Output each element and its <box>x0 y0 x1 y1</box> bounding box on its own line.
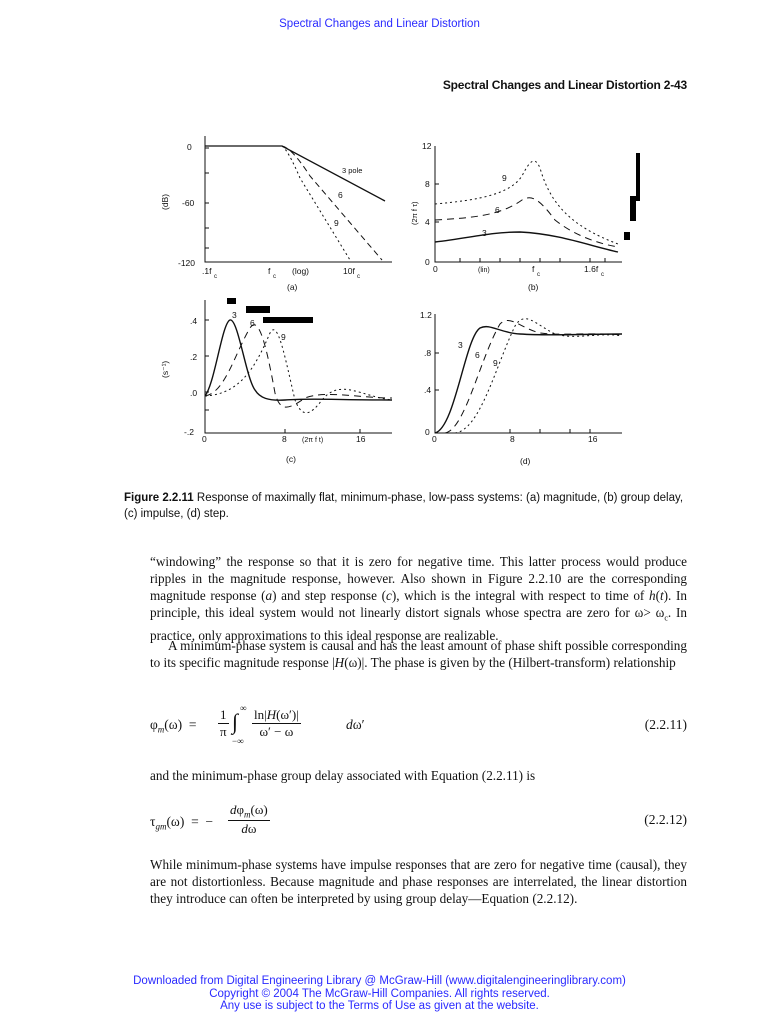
panel-d-xtick: 16 <box>588 434 598 444</box>
panel-b-xtick: (lin) <box>478 267 490 274</box>
panel-a-xtick-sub: c <box>214 274 217 280</box>
panel-d-ytick: .8 <box>424 348 432 358</box>
panel-b-curve-label: 3 <box>482 228 487 238</box>
panel-b-axes <box>435 146 622 262</box>
panel-b-curve-3 <box>435 232 618 252</box>
equation-number: (2.2.12) <box>644 812 687 827</box>
panel-a-label: (a) <box>287 282 298 292</box>
panel-b-xtick-sub: c <box>537 272 540 278</box>
panel-c-ylabel: (s⁻¹) <box>160 360 170 378</box>
panel-d-curve-label: 3 <box>458 340 463 350</box>
panel-b-ytick: 0 <box>425 257 430 267</box>
panel-d-curve-6 <box>445 320 622 433</box>
panel-b-label: (b) <box>528 282 539 292</box>
panel-a-xtick: f <box>268 266 271 276</box>
panel-c-ytick: .0 <box>190 388 198 398</box>
paragraph-2: A minimum-phase system is causal and has the least amount of phase shift possible corresponding to its specific magnitude response |H(ω)|. The phase is given by the (Hilbert-transform) relationship <box>150 638 687 670</box>
panel-b-ylabel: (2π f τ) <box>410 201 419 225</box>
panel-c-curve-6 <box>205 325 392 407</box>
panel-d-ytick: 1.2 <box>420 310 432 320</box>
caption-text: Response of maximally flat, minimum-phase, low-pass systems: (a) magnitude, (b) group delay, (c) impulse, (d) step. <box>124 492 684 520</box>
panel-c-ytick: .2 <box>190 352 198 362</box>
panel-a-curve-6 <box>282 146 382 260</box>
footer <box>0 975 759 1013</box>
scan-artifacts <box>227 153 640 323</box>
panel-b-curve-label: 6 <box>495 205 500 215</box>
panel-d-ytick: .4 <box>424 385 432 395</box>
panel-a-ytick: -120 <box>178 258 196 268</box>
panel-c-ytick: .4 <box>190 316 198 326</box>
panel-b-curve-label: 9 <box>502 173 507 183</box>
panel-b-xtick: 0 <box>433 264 438 274</box>
panel-d-axes <box>435 314 622 433</box>
panel-d-curve-label: 9 <box>493 358 498 368</box>
panel-c-ytick: -.2 <box>184 427 194 437</box>
equation-2-2-11: $\varphi_m(\omega)$ = $\frac{1}{\pi}$ ∫ ∞ −∞ $\frac{\ln|H(\omega')|}{\omega' - \omega}$ dω′ (2.2.11) <box>150 703 687 746</box>
panel-d-xtick: 8 <box>510 434 515 444</box>
panel-a-xtick: (log) <box>292 266 310 276</box>
caption-label: Figure 2.2.11 <box>124 492 194 504</box>
panel-b-ytick: 12 <box>422 141 432 151</box>
panel-c-label: (c) <box>286 454 296 464</box>
footer-link[interactable]: Downloaded from Digital Engineering Library @ McGraw-Hill (www.digitalengineeringlibrary.com) <box>133 975 626 987</box>
panel-c-curve-label: 9 <box>281 332 286 342</box>
panel-a-curve-label: 6 <box>338 190 343 200</box>
panel-a-ytick: -60 <box>182 198 195 208</box>
panel-c-xtick: 8 <box>282 434 287 444</box>
panel-a-xtick-sub: c <box>357 274 360 280</box>
panel-a-xtick-sub: c <box>273 274 276 280</box>
running-head: Spectral Changes and Linear Distortion 2-43 <box>442 78 687 92</box>
panel-c-xtick: 16 <box>356 434 366 444</box>
panel-b-ytick: 4 <box>425 217 430 227</box>
panel-b-xtick: f <box>532 264 535 274</box>
panel-d-curve-9 <box>455 319 622 433</box>
panel-a-xtick: .1f <box>202 266 212 276</box>
panel-a-ylabel: (dB) <box>160 193 170 210</box>
equation-2-2-12: $\tau_{gm}(\omega)$ = − $d\varphi_m(\omega)$ dω (2.2.12) <box>150 802 687 836</box>
panel-d-ytick: 0 <box>425 427 430 437</box>
panel-c-xtick: 0 <box>202 434 207 444</box>
panel-a-xtick: 10f <box>343 266 355 276</box>
panel-b-ytick: 8 <box>425 179 430 189</box>
footer-copyright: Copyright © 2004 The McGraw-Hill Companies. All rights reserved. <box>209 987 550 1000</box>
equation-number: (2.2.11) <box>644 717 687 732</box>
panel-d-xtick: 0 <box>432 434 437 444</box>
panel-c-xtick: (2π f t) <box>302 437 324 444</box>
panel-b-curve-9 <box>435 161 618 244</box>
panel-d-curve-label: 6 <box>475 350 480 360</box>
footer-terms[interactable]: Any use is subject to the Terms of Use as given at the website. <box>220 1000 539 1012</box>
figure-2-2-11 <box>160 128 640 473</box>
panel-b-xtick: 1.6f <box>584 264 599 274</box>
panel-b-xtick-sub: c <box>601 272 604 278</box>
panel-c-curve-3 <box>205 320 392 400</box>
panel-d-label: (d) <box>520 456 531 466</box>
panel-a-ytick: 0 <box>187 142 192 152</box>
panel-c-curve-label: 6 <box>250 318 255 328</box>
paragraph-4: While minimum-phase systems have impulse responses that are zero for negative time (causal), they are not distortionless. Because magnitude and phase responses are interrelated, the linear distortion they introduce can often be interpreted by using group delay—Equation (2.2.12). <box>150 857 687 906</box>
panel-d-curve-3 <box>435 327 622 433</box>
panel-a-curve-label: 3 pole <box>342 166 363 175</box>
paragraph-3: and the minimum-phase group delay associated with Equation (2.2.11) is <box>150 768 536 783</box>
top-link[interactable]: Spectral Changes and Linear Distortion <box>279 18 480 30</box>
panel-a-curve-9 <box>282 146 350 260</box>
panel-b-curve-6 <box>435 198 618 247</box>
figure-caption <box>124 490 690 522</box>
paragraph-1: “windowing” the response so that it is zero for negative time. This latter process would produce ripples in the magnitude response, however. Also shown in Figure 2.2.10 are the corresponding magnitude response (a) and step response (c), which is the integral with respect to time of h(t). In principle, this ideal system would not linearly distort signals whose spectra are zero for $\omega> \omega_c$. In practice, only approximations to this ideal response are realizable. <box>150 554 687 643</box>
panel-c-curve-label: 3 <box>232 310 237 320</box>
panel-a-curve-label: 9 <box>334 218 339 228</box>
